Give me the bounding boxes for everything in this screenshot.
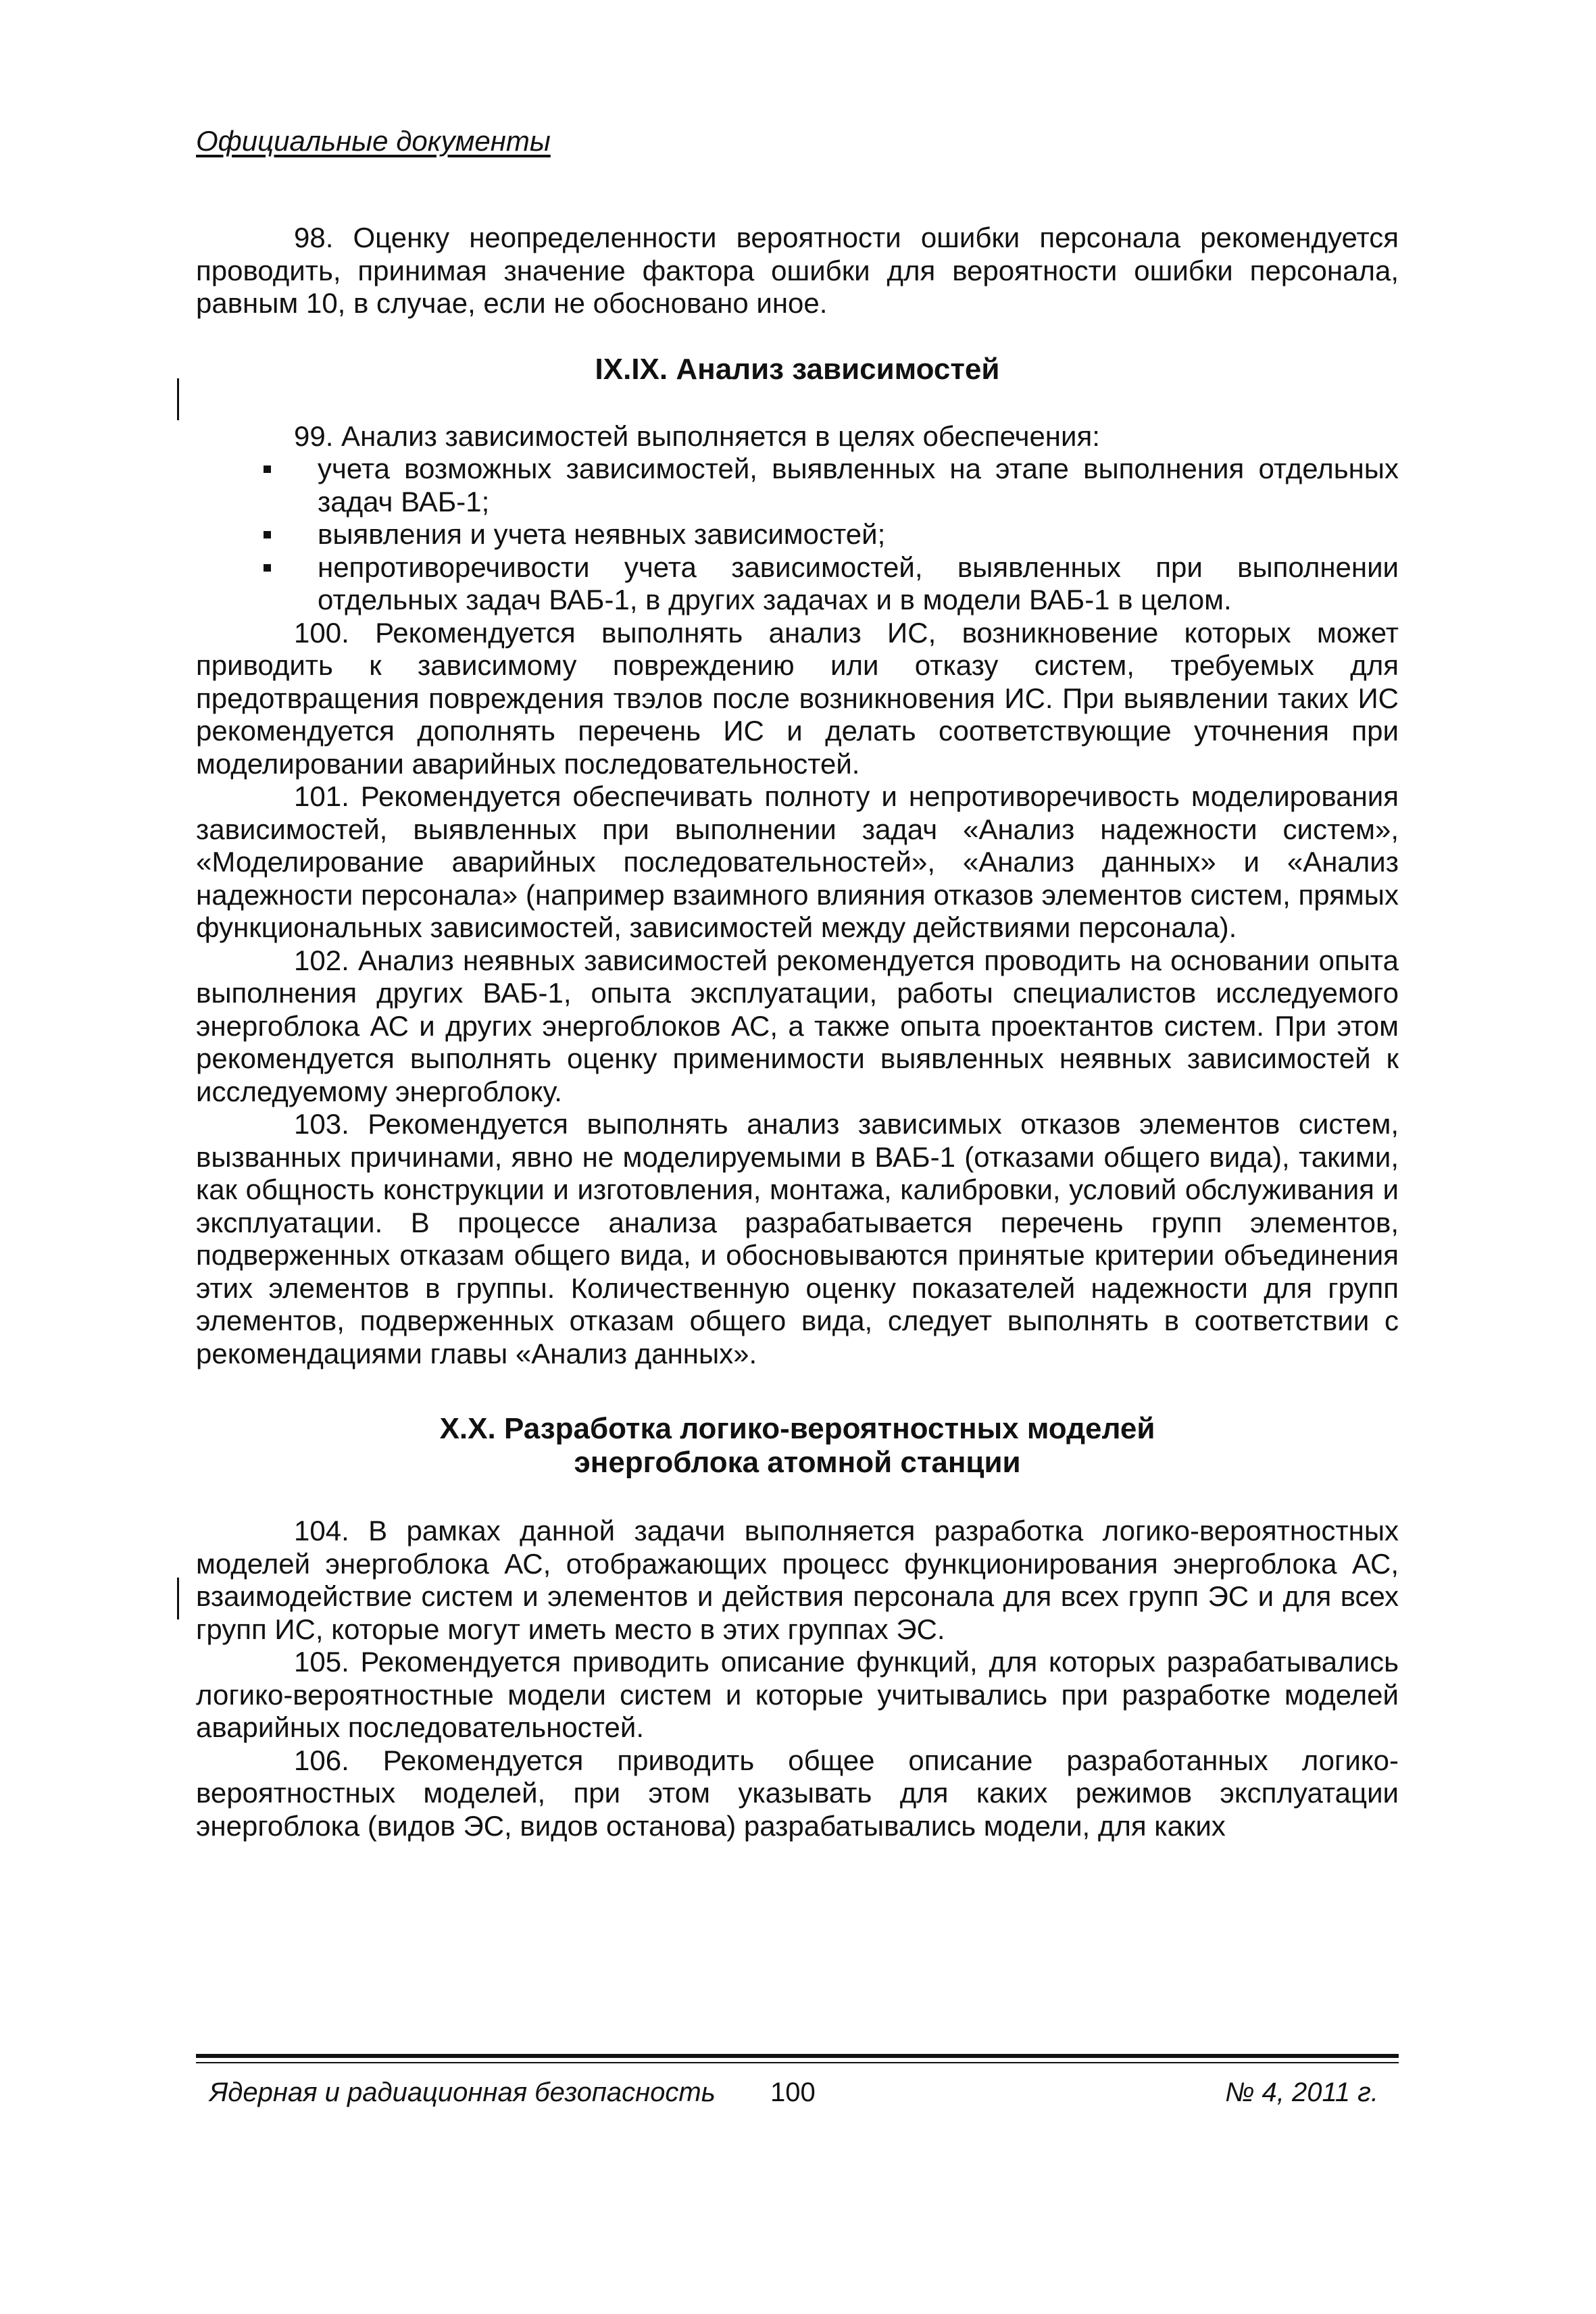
paragraph-104: 104. В рамках данной задачи выполняется разработка логико-вероятностных моделей энергоблока АС, отображающих процесс функционирования энергоблока АС, взаимодействие систем и элементов и действия персонала для всех групп ЭС и для всех групп ИС, которые могут иметь место в этих группах ЭС. — [196, 1515, 1399, 1645]
document-page — [196, 125, 1399, 1842]
section-heading-dependencies — [196, 353, 1399, 386]
revision-bar-section9 — [177, 378, 179, 420]
paragraph-101: 101. Рекомендуется обеспечивать полноту и непротиворечивость моделирования зависимостей, выявленных при выполнении задач «Анализ надежности систем», «Моделирование аварийных последовательностей», «Анализ данных» и «Анализ надежности персонала» (например взаимного влияния отказов элементов систем, прямых функциональных зависимостей, зависимостей между действиями персонала). — [196, 780, 1399, 943]
footer-issue: № 4, 2011 г. — [1225, 2078, 1378, 2107]
paragraph-106: 106. Рекомендуется приводить общее описание разработанных логико-вероятностных моделей, при этом указывать для каких режимов эксплуатации энергоблока (видов ЭС, видов останова) разрабатывались модели, для каких — [196, 1744, 1399, 1842]
footer-page-number: 100 — [770, 2078, 816, 2107]
footer-divider-thin — [196, 2062, 1399, 2063]
page-footer — [196, 2078, 1399, 2111]
paragraph-102: 102. Анализ неявных зависимостей рекомендуется проводить на основании опыта выполнения других ВАБ-1, опыта эксплуатации, работы специалистов исследуемого энергоблока АС и других энергоблоков АС, а также опыта проектантов систем. При этом рекомендуется выполнять оценку применимости выявленных неявных зависимостей к исследуемому энергоблоку. — [196, 944, 1399, 1107]
bullet-item: выявления и учета неявных зависимостей; — [318, 518, 1399, 551]
bullet-item: непротиворечивости учета зависимостей, выявленных при выполнении отдельных задач ВАБ-1, в других задачах и в модели ВАБ-1 в целом. — [318, 551, 1399, 615]
section-heading-models-line2: энергоблока атомной станции — [574, 1446, 1021, 1479]
revision-bar-section10 — [177, 1578, 179, 1619]
section-heading-models-line1: X.X. Разработка логико-вероятностных моделей — [439, 1412, 1155, 1445]
section-heading-models — [196, 1412, 1399, 1480]
paragraph-105: 105. Рекомендуется приводить описание функций, для которых разрабатывались логико-вероятностные модели систем и которые учитывались при разработке моделей аварийных последовательностей. — [196, 1646, 1399, 1743]
footer-journal-title: Ядерная и радиационная безопасность — [209, 2078, 716, 2107]
bullet-item: учета возможных зависимостей, выявленных на этапе выполнения отдельных задач ВАБ-1; — [318, 453, 1399, 518]
paragraph-103: 103. Рекомендуется выполнять анализ зависимых отказов элементов систем, вызванных причинами, явно не моделируемыми в ВАБ-1 (отказами общего вида), такими, как общность конструкции и изготовления, монтажа, калибровки, условий обслуживания и эксплуатации. В процессе анализа разрабатывается перечень групп элементов, подверженных отказам общего вида, и обосновываются принятые критерии объединения этих элементов в группы. Количественную оценку показателей надежности для групп элементов, подверженных отказам общего вида, следует выполнять в соответствии с рекомендациями главы «Анализ данных». — [196, 1108, 1399, 1369]
section-heading-dependencies-text: IX.IX. Анализ зависимостей — [595, 352, 1000, 386]
bullet-list-99 — [196, 453, 1399, 617]
footer-divider — [196, 2054, 1399, 2058]
paragraph-100: 100. Рекомендуется выполнять анализ ИС, возникновение которых может приводить к зависимому повреждению или отказу систем, требуемых для предотвращения повреждения твэлов после возникновения ИС. При выявлении таких ИС рекомендуется дополнять перечень ИС и делать соответствующие уточнения при моделировании аварийных последовательностей. — [196, 616, 1399, 780]
running-header: Официальные документы — [196, 125, 551, 157]
paragraph-98: 98. Оценку неопределенности вероятности ошибки персонала рекомендуется проводить, принимая значение фактора ошибки для вероятности ошибки персонала, равным 10, в случае, если не обосновано иное. — [196, 222, 1399, 319]
paragraph-99: 99. Анализ зависимостей выполняется в целях обеспечения: — [294, 420, 1100, 452]
